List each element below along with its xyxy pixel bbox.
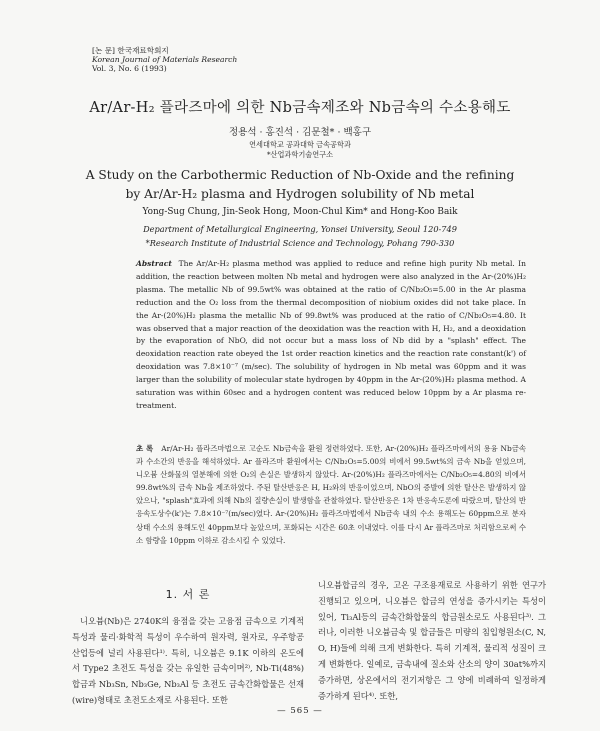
abstract-english — [136, 258, 526, 413]
abstract-english-label: Abstract — [136, 259, 172, 268]
abstract-english-text: The Ar/Ar-H₂ plasma method was applied to reduce and refine high purity Nb metal. In addition, the reaction between molten Nb metal and hydrogen were also analyzed in the Ar-(20%)H₂ plasma. The metallic Nb of 99.5wt% was obtained at the ratio of C/Nb₂O₅=5.00 in the Ar plasma reduction and the O₂ loss from the thermal decomposition of niobium oxides did not take place. In the Ar-(20%)H₂ plasma the metallic Nb of 99.8wt% was produced at the ratio of C/Nb₂O₅=4.80. It was observed that a major reaction of the deoxidation was the reaction with H, H₂, and a deoxidation by the evaporation of NbO, did not occur but a mass loss of Nb did by a "splash" effect. The deoxidation reaction rate obeyed the 1st order reaction kinetics and the reaction rate constant(k') of deoxidation was 7.8×10⁻⁷ (m/sec). The solubility of hydrogen in Nb metal was 60ppm and it was larger than the solubility of molecular state hydrogen by 40ppm in the Ar-(20%)H₂ plasma method. A saturation was within 60sec and a hydrogen content was reduced below 10ppm by a Ar plasma re-treatment. — [136, 259, 526, 410]
authors-english: Yong-Sug Chung, Jin-Seok Hong, Moon-Chul Kim* and Hong-Koo Baik — [142, 207, 458, 217]
title-korean: Ar/Ar-H₂ 플라즈마에 의한 Nb금속제조와 Nb금속의 수소용해도 — [89, 100, 511, 116]
affiliation-korean-line1: 연세대학교 공과대학 금속공학과 — [249, 140, 351, 149]
section-heading-introduction: 1. 서 론 — [165, 588, 211, 601]
title-english — [0, 166, 600, 203]
affiliation-english-line2: *Research Institute of Industrial Science and Technology, Pohang 790-330 — [145, 237, 455, 248]
journal-english-name: Korean Journal of Materials Research — [92, 55, 238, 64]
affiliation-english — [0, 223, 600, 250]
introduction-paragraph-left: 니오븀(Nb)은 2740K의 융점을 갖는 고융점 금속으로 기계적 특성과 물리·화학적 특성이 우수하여 원자력, 원자로, 우주항공산업등에 널리 사용된다¹⁾. 특히, 니오븀은 9.1K 이하의 온도에서 Type2 초전도 특성을 갖는 유일한 금속이며²⁾, Nb-Ti(48%) 합금과 Nb₃Sn, Nb₃Ge, Nb₃Al 등 초전도 금속간화합물은 선재(wire)형태로 초전도소재로 사용된다. 또한 — [72, 616, 304, 705]
journal-header — [92, 46, 237, 73]
abstract-korean — [136, 442, 526, 547]
affiliation-korean — [0, 140, 600, 159]
body-column-right — [318, 578, 546, 704]
title-english-line1: A Study on the Carbothermic Reduction of Nb-Oxide and the refining — [85, 168, 515, 182]
introduction-paragraph-right: 니오븀합금의 경우, 고온 구조용재료로 사용하기 위한 연구가 진행되고 있으며, 니오븀은 합금의 연성을 증가시키는 특성이 있어, Ti₃Al등의 금속간화합물의 합금원소로도 사용된다³⁾. 그러나, 이러한 니오븀금속 및 합금들은 미량의 침입형원소(C, N, O, H)들에 의해 크게 변화한다. 특히 기계적, 물리적 성질이 크게 변화한다. 일예로, 금속내에 질소와 산소의 양이 30at%까지 증가하면, 상온에서의 전기저항은 그 양에 비례하여 일정하게 증가하게 된다⁴⁾. 또한, — [318, 580, 546, 701]
journal-korean-name: [논 문] 한국재료학회지 — [92, 46, 169, 55]
body-column-left — [72, 578, 304, 709]
page-number: — 565 — — [277, 706, 323, 716]
abstract-korean-text: Ar/Ar-H₂ 플라즈마법으로 고순도 Nb금속을 환원 정련하였다. 또한, Ar-(20%)H₂ 플라즈마에서의 용융 Nb금속과 수소간의 반응을 해석하였다. Ar 플라즈마 환원에서는 C/Nb₂O₅=5.00의 비에서 99.5wt%의 금속 Nb을 얻었으며, 니오븀 산화물의 열분해에 의한 O₂의 손실은 발생하지 않았다. Ar-(20%)H₂ 플라즈마에서는 C/Nb₂O₅=4.80의 비에서 99.8wt%의 금속 Nb을 제조하였다. 주된 탈산반응은 H, H₂와의 반응이었으며, NbO의 증발에 의한 탈산은 발생하지 않았으나, "splash"효과에 의해 Nb의 질량손실이 발생함을 관찰하였다. 탈산반응은 1차 반응속도론에 따랐으며, 탈산의 반응속도상수(k')는 7.8×10⁻⁷(m/sec)였다. Ar-(20%)H₂ 플라즈마법에서 Nb금속 내의 수소 용해도는 60ppm으로 분자상태 수소의 용해도인 40ppm보다 높았으며, 포화되는 시간은 60초 이내였다. 이를 다시 Ar 플라즈마로 처리함으로써 수소 함량을 10ppm 이하로 감소시킬 수 있었다. — [136, 444, 526, 545]
authors-korean: 정용석 · 홍진석 · 김문철* · 백홍구 — [228, 127, 372, 138]
affiliation-english-line1: Department of Metallurgical Engineering, Yonsei University, Seoul 120-749 — [143, 224, 457, 234]
title-english-line2: by Ar/Ar-H₂ plasma and Hydrogen solubility of Nb metal — [125, 186, 475, 201]
journal-volume: Vol. 3, No. 6 (1993) — [92, 64, 167, 73]
affiliation-korean-line2: *산업과학기술연구소 — [266, 149, 334, 159]
abstract-korean-label: 초 록 — [136, 444, 154, 453]
